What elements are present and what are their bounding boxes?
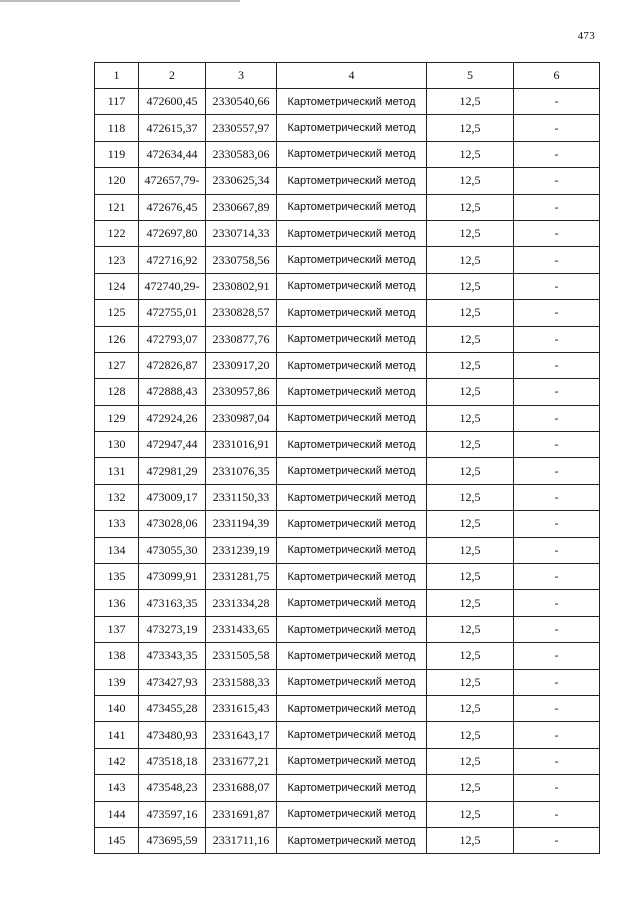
- accuracy-cell: 12,5: [427, 115, 514, 141]
- method-cell: Картометрический метод: [277, 220, 427, 246]
- point-number-cell: 128: [95, 379, 139, 405]
- table-row: [95, 775, 600, 801]
- x-coordinate-cell: 473099,91: [139, 564, 206, 590]
- point-number-cell: 143: [95, 775, 139, 801]
- coordinates-table: [94, 62, 600, 854]
- table-row: [95, 564, 600, 590]
- table-row: [95, 352, 600, 378]
- note-cell: -: [514, 432, 600, 458]
- x-coordinate-cell: 472826,87: [139, 352, 206, 378]
- table-row: [95, 247, 600, 273]
- note-cell: -: [514, 220, 600, 246]
- x-coordinate-cell: 473597,16: [139, 801, 206, 827]
- x-coordinate-cell: 473163,35: [139, 590, 206, 616]
- note-cell: -: [514, 458, 600, 484]
- y-coordinate-cell: 2331505,58: [206, 643, 277, 669]
- x-coordinate-cell: 472615,37: [139, 115, 206, 141]
- y-coordinate-cell: 2331711,16: [206, 827, 277, 853]
- note-cell: -: [514, 801, 600, 827]
- y-coordinate-cell: 2331588,33: [206, 669, 277, 695]
- accuracy-cell: 12,5: [427, 801, 514, 827]
- table-row: [95, 115, 600, 141]
- note-cell: -: [514, 564, 600, 590]
- note-cell: -: [514, 247, 600, 273]
- method-cell: Картометрический метод: [277, 168, 427, 194]
- method-cell: Картометрический метод: [277, 432, 427, 458]
- method-cell: Картометрический метод: [277, 194, 427, 220]
- accuracy-cell: 12,5: [427, 168, 514, 194]
- table-row: [95, 511, 600, 537]
- header-cell: 2: [139, 63, 206, 89]
- point-number-cell: 140: [95, 695, 139, 721]
- note-cell: -: [514, 379, 600, 405]
- table-row: [95, 801, 600, 827]
- note-cell: -: [514, 326, 600, 352]
- page-number: 473: [577, 30, 595, 42]
- note-cell: -: [514, 115, 600, 141]
- method-cell: Картометрический метод: [277, 827, 427, 853]
- x-coordinate-cell: 472676,45: [139, 194, 206, 220]
- table-row: [95, 89, 600, 115]
- x-coordinate-cell: 473028,06: [139, 511, 206, 537]
- y-coordinate-cell: 2331643,17: [206, 722, 277, 748]
- accuracy-cell: 12,5: [427, 326, 514, 352]
- y-coordinate-cell: 2331334,28: [206, 590, 277, 616]
- point-number-cell: 137: [95, 616, 139, 642]
- method-cell: Картометрический метод: [277, 89, 427, 115]
- table-row: [95, 194, 600, 220]
- accuracy-cell: 12,5: [427, 643, 514, 669]
- x-coordinate-cell: 472947,44: [139, 432, 206, 458]
- x-coordinate-cell: 473055,30: [139, 537, 206, 563]
- point-number-cell: 134: [95, 537, 139, 563]
- x-coordinate-cell: 472981,29: [139, 458, 206, 484]
- method-cell: Картометрический метод: [277, 247, 427, 273]
- note-cell: -: [514, 511, 600, 537]
- y-coordinate-cell: 2330667,89: [206, 194, 277, 220]
- point-number-cell: 130: [95, 432, 139, 458]
- table-body: [95, 89, 600, 854]
- header-cell: 5: [427, 63, 514, 89]
- method-cell: Картометрический метод: [277, 273, 427, 299]
- y-coordinate-cell: 2331239,19: [206, 537, 277, 563]
- method-cell: Картометрический метод: [277, 775, 427, 801]
- point-number-cell: 119: [95, 141, 139, 167]
- note-cell: -: [514, 537, 600, 563]
- x-coordinate-cell: 473009,17: [139, 484, 206, 510]
- method-cell: Картометрический метод: [277, 458, 427, 484]
- y-coordinate-cell: 2331076,35: [206, 458, 277, 484]
- accuracy-cell: 12,5: [427, 458, 514, 484]
- y-coordinate-cell: 2330714,33: [206, 220, 277, 246]
- y-coordinate-cell: 2331691,87: [206, 801, 277, 827]
- y-coordinate-cell: 2330802,91: [206, 273, 277, 299]
- x-coordinate-cell: 473548,23: [139, 775, 206, 801]
- x-coordinate-cell: 472740,29-: [139, 273, 206, 299]
- table-row: [95, 432, 600, 458]
- table-row: [95, 300, 600, 326]
- note-cell: -: [514, 141, 600, 167]
- point-number-cell: 124: [95, 273, 139, 299]
- method-cell: Картометрический метод: [277, 669, 427, 695]
- accuracy-cell: 12,5: [427, 89, 514, 115]
- accuracy-cell: 12,5: [427, 590, 514, 616]
- point-number-cell: 129: [95, 405, 139, 431]
- note-cell: -: [514, 722, 600, 748]
- x-coordinate-cell: 473480,93: [139, 722, 206, 748]
- point-number-cell: 139: [95, 669, 139, 695]
- point-number-cell: 133: [95, 511, 139, 537]
- method-cell: Картометрический метод: [277, 379, 427, 405]
- accuracy-cell: 12,5: [427, 194, 514, 220]
- y-coordinate-cell: 2331433,65: [206, 616, 277, 642]
- point-number-cell: 123: [95, 247, 139, 273]
- y-coordinate-cell: 2330917,20: [206, 352, 277, 378]
- method-cell: Картометрический метод: [277, 300, 427, 326]
- point-number-cell: 126: [95, 326, 139, 352]
- method-cell: Картометрический метод: [277, 484, 427, 510]
- y-coordinate-cell: 2330583,06: [206, 141, 277, 167]
- y-coordinate-cell: 2330877,76: [206, 326, 277, 352]
- accuracy-cell: 12,5: [427, 616, 514, 642]
- point-number-cell: 135: [95, 564, 139, 590]
- table-row: [95, 405, 600, 431]
- method-cell: Картометрический метод: [277, 590, 427, 616]
- accuracy-cell: 12,5: [427, 484, 514, 510]
- x-coordinate-cell: 473343,35: [139, 643, 206, 669]
- note-cell: -: [514, 168, 600, 194]
- x-coordinate-cell: 473273,19: [139, 616, 206, 642]
- table-row: [95, 326, 600, 352]
- point-number-cell: 141: [95, 722, 139, 748]
- x-coordinate-cell: 473518,18: [139, 748, 206, 774]
- method-cell: Картометрический метод: [277, 405, 427, 431]
- accuracy-cell: 12,5: [427, 669, 514, 695]
- y-coordinate-cell: 2331281,75: [206, 564, 277, 590]
- x-coordinate-cell: 473695,59: [139, 827, 206, 853]
- table-row: [95, 748, 600, 774]
- table-row: [95, 695, 600, 721]
- table-row: [95, 669, 600, 695]
- accuracy-cell: 12,5: [427, 827, 514, 853]
- y-coordinate-cell: 2330540,66: [206, 89, 277, 115]
- y-coordinate-cell: 2330957,86: [206, 379, 277, 405]
- accuracy-cell: 12,5: [427, 379, 514, 405]
- header-cell: 6: [514, 63, 600, 89]
- header-cell: 1: [95, 63, 139, 89]
- table-row: [95, 141, 600, 167]
- note-cell: -: [514, 669, 600, 695]
- x-coordinate-cell: 472793,07: [139, 326, 206, 352]
- x-coordinate-cell: 472716,92: [139, 247, 206, 273]
- header-cell: 4: [277, 63, 427, 89]
- table-row: [95, 537, 600, 563]
- table-row: [95, 616, 600, 642]
- point-number-cell: 121: [95, 194, 139, 220]
- y-coordinate-cell: 2330758,56: [206, 247, 277, 273]
- table-row: [95, 484, 600, 510]
- accuracy-cell: 12,5: [427, 511, 514, 537]
- method-cell: Картометрический метод: [277, 115, 427, 141]
- point-number-cell: 138: [95, 643, 139, 669]
- table-row: [95, 458, 600, 484]
- point-number-cell: 117: [95, 89, 139, 115]
- method-cell: Картометрический метод: [277, 352, 427, 378]
- method-cell: Картометрический метод: [277, 537, 427, 563]
- accuracy-cell: 12,5: [427, 220, 514, 246]
- table-row: [95, 379, 600, 405]
- point-number-cell: 125: [95, 300, 139, 326]
- header-cell: 3: [206, 63, 277, 89]
- y-coordinate-cell: 2331016,91: [206, 432, 277, 458]
- method-cell: Картометрический метод: [277, 511, 427, 537]
- accuracy-cell: 12,5: [427, 273, 514, 299]
- accuracy-cell: 12,5: [427, 564, 514, 590]
- y-coordinate-cell: 2330625,34: [206, 168, 277, 194]
- note-cell: -: [514, 89, 600, 115]
- point-number-cell: 144: [95, 801, 139, 827]
- y-coordinate-cell: 2331688,07: [206, 775, 277, 801]
- note-cell: -: [514, 194, 600, 220]
- note-cell: -: [514, 352, 600, 378]
- accuracy-cell: 12,5: [427, 405, 514, 431]
- method-cell: Картометрический метод: [277, 326, 427, 352]
- note-cell: -: [514, 775, 600, 801]
- y-coordinate-cell: 2331194,39: [206, 511, 277, 537]
- y-coordinate-cell: 2330557,97: [206, 115, 277, 141]
- point-number-cell: 145: [95, 827, 139, 853]
- x-coordinate-cell: 472888,43: [139, 379, 206, 405]
- point-number-cell: 142: [95, 748, 139, 774]
- table-header: [95, 63, 600, 89]
- accuracy-cell: 12,5: [427, 352, 514, 378]
- note-cell: -: [514, 273, 600, 299]
- x-coordinate-cell: 472924,26: [139, 405, 206, 431]
- point-number-cell: 127: [95, 352, 139, 378]
- method-cell: Картометрический метод: [277, 616, 427, 642]
- table-row: [95, 220, 600, 246]
- point-number-cell: 118: [95, 115, 139, 141]
- y-coordinate-cell: 2331150,33: [206, 484, 277, 510]
- accuracy-cell: 12,5: [427, 722, 514, 748]
- top-rule: [0, 0, 240, 2]
- accuracy-cell: 12,5: [427, 300, 514, 326]
- note-cell: -: [514, 300, 600, 326]
- note-cell: -: [514, 748, 600, 774]
- note-cell: -: [514, 484, 600, 510]
- point-number-cell: 131: [95, 458, 139, 484]
- method-cell: Картометрический метод: [277, 141, 427, 167]
- method-cell: Картометрический метод: [277, 564, 427, 590]
- note-cell: -: [514, 827, 600, 853]
- x-coordinate-cell: 472755,01: [139, 300, 206, 326]
- note-cell: -: [514, 616, 600, 642]
- table-row: [95, 827, 600, 853]
- y-coordinate-cell: 2331677,21: [206, 748, 277, 774]
- y-coordinate-cell: 2331615,43: [206, 695, 277, 721]
- header-row: [95, 63, 600, 89]
- note-cell: -: [514, 590, 600, 616]
- table-row: [95, 643, 600, 669]
- table-row: [95, 590, 600, 616]
- method-cell: Картометрический метод: [277, 722, 427, 748]
- note-cell: -: [514, 405, 600, 431]
- accuracy-cell: 12,5: [427, 537, 514, 563]
- point-number-cell: 120: [95, 168, 139, 194]
- accuracy-cell: 12,5: [427, 775, 514, 801]
- method-cell: Картометрический метод: [277, 801, 427, 827]
- note-cell: -: [514, 643, 600, 669]
- note-cell: -: [514, 695, 600, 721]
- table-row: [95, 168, 600, 194]
- accuracy-cell: 12,5: [427, 695, 514, 721]
- accuracy-cell: 12,5: [427, 247, 514, 273]
- y-coordinate-cell: 2330828,57: [206, 300, 277, 326]
- x-coordinate-cell: 473455,28: [139, 695, 206, 721]
- y-coordinate-cell: 2330987,04: [206, 405, 277, 431]
- x-coordinate-cell: 472697,80: [139, 220, 206, 246]
- accuracy-cell: 12,5: [427, 748, 514, 774]
- method-cell: Картометрический метод: [277, 695, 427, 721]
- accuracy-cell: 12,5: [427, 432, 514, 458]
- x-coordinate-cell: 472600,45: [139, 89, 206, 115]
- table-row: [95, 273, 600, 299]
- x-coordinate-cell: 472634,44: [139, 141, 206, 167]
- point-number-cell: 136: [95, 590, 139, 616]
- point-number-cell: 132: [95, 484, 139, 510]
- x-coordinate-cell: 473427,93: [139, 669, 206, 695]
- x-coordinate-cell: 472657,79-: [139, 168, 206, 194]
- table-row: [95, 722, 600, 748]
- point-number-cell: 122: [95, 220, 139, 246]
- method-cell: Картометрический метод: [277, 643, 427, 669]
- accuracy-cell: 12,5: [427, 141, 514, 167]
- method-cell: Картометрический метод: [277, 748, 427, 774]
